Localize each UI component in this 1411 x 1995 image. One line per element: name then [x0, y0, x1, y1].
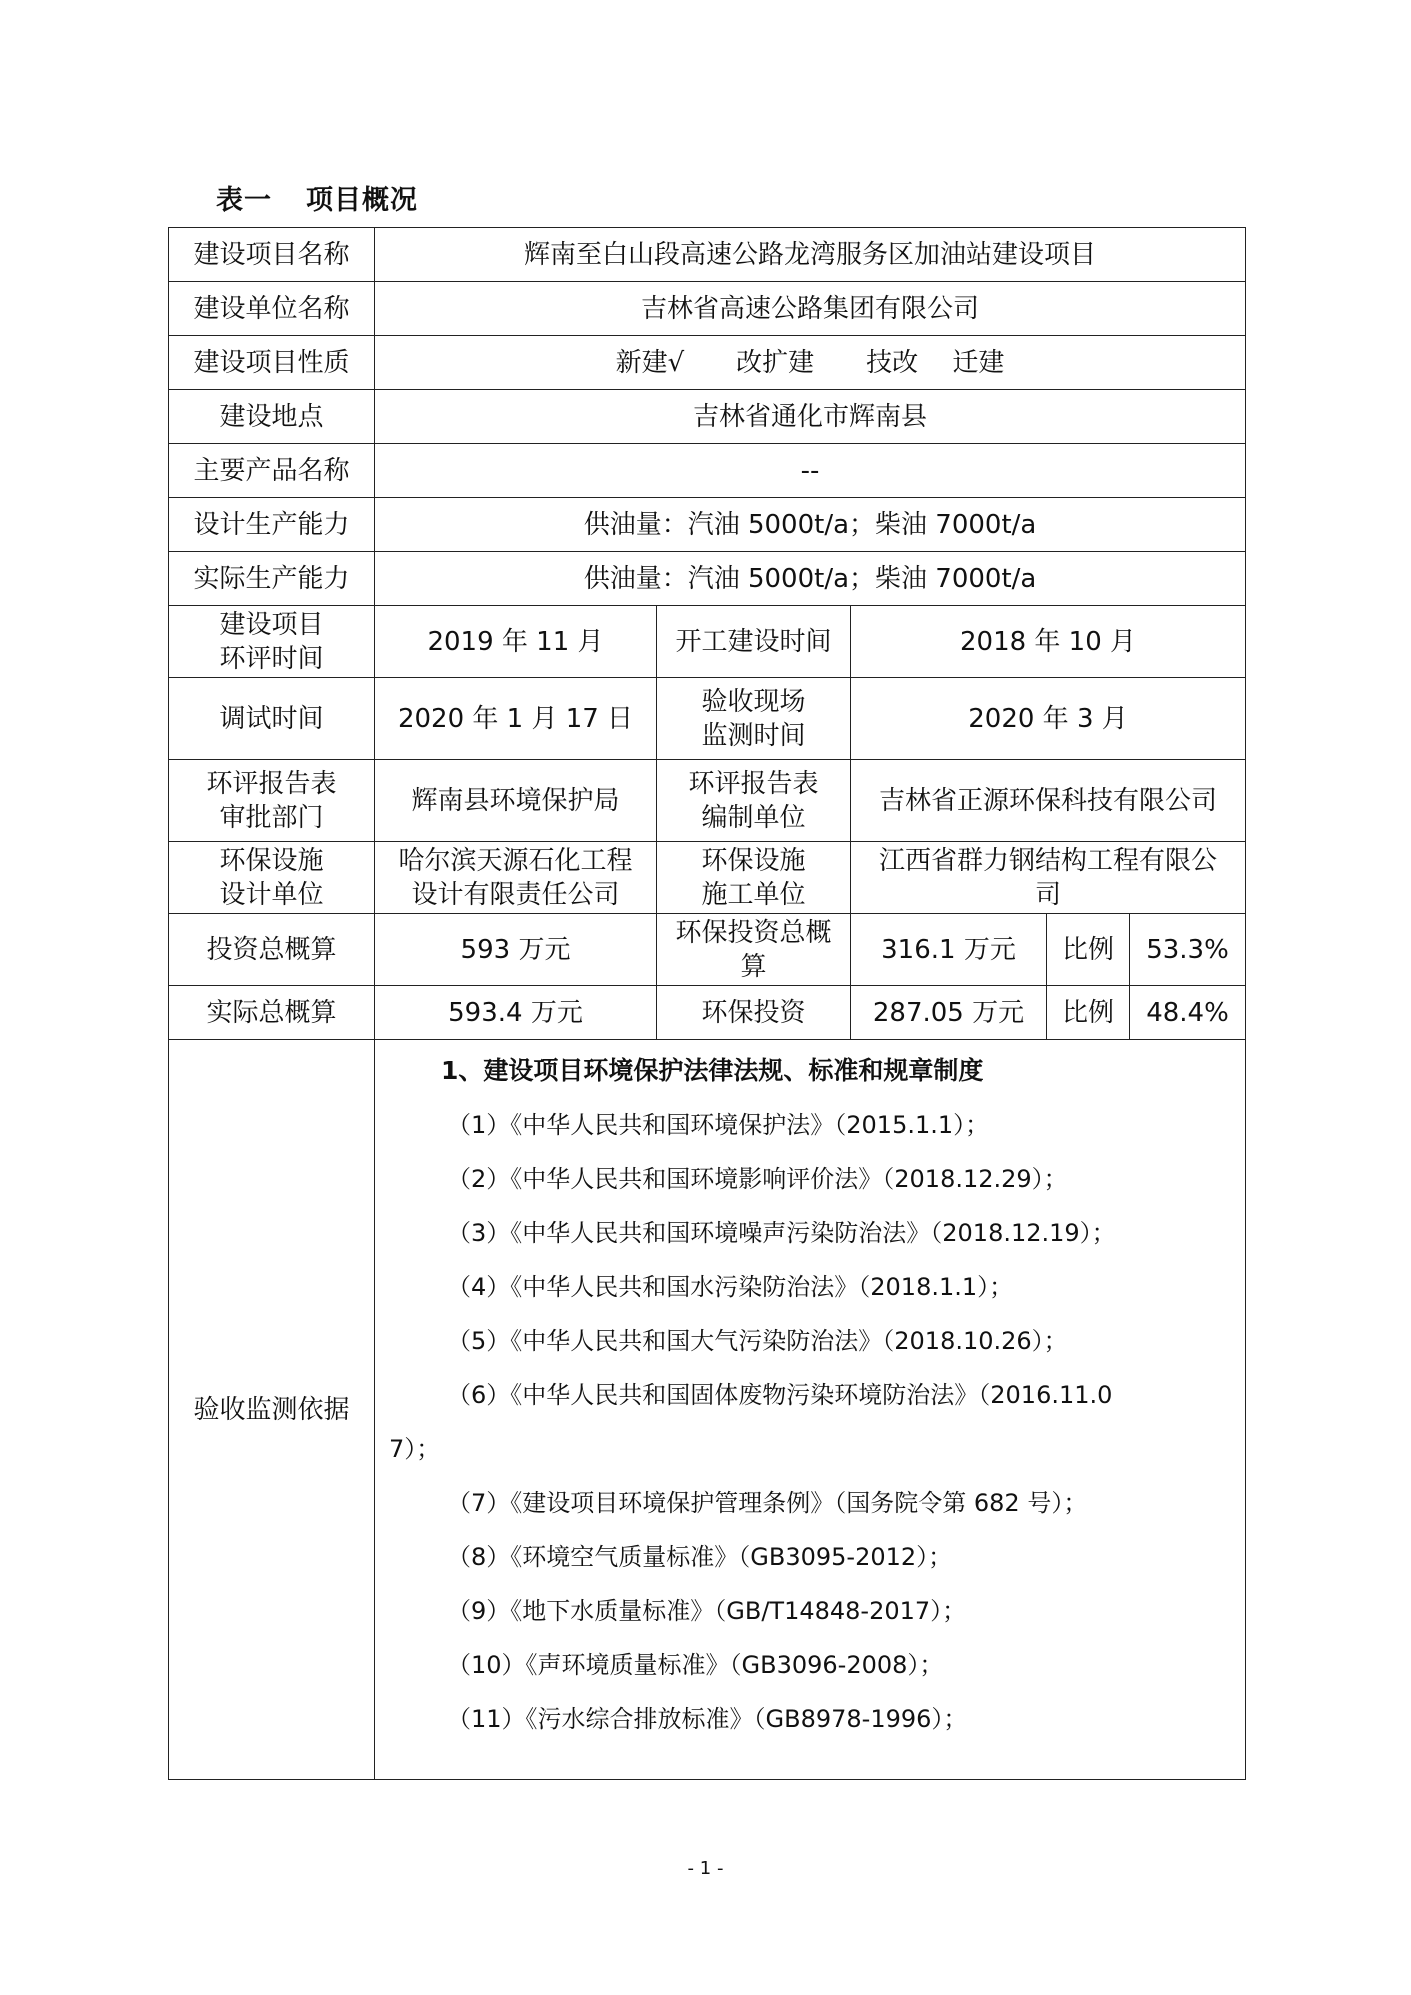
table-row [169, 336, 1246, 390]
list-item: （11）《污水综合排放标准》（GB8978-1996）； [447, 1705, 968, 1733]
table-row [169, 552, 1246, 606]
table-row [169, 1040, 1246, 1780]
label-monitoring-time [657, 678, 851, 760]
label-actual-capacity: 实际生产能力 [169, 552, 375, 606]
value-total-investment: 593 万元 [375, 914, 657, 986]
table-row [169, 228, 1246, 282]
table-row [169, 390, 1246, 444]
value-monitoring-time: 2020 年 3 月 [851, 678, 1246, 760]
value-facility-construction-line2: 司 [1035, 879, 1062, 910]
value-design-capacity: 供油量：汽油 5000t/a；柴油 7000t/a [375, 498, 1246, 552]
label-facility-design [169, 842, 375, 914]
value-actual-capacity: 供油量：汽油 5000t/a；柴油 7000t/a [375, 552, 1246, 606]
label-facility-construction-line1: 环保设施 [701, 845, 806, 876]
list-item: （8）《环境空气质量标准》（GB3095-2012）； [447, 1543, 953, 1571]
value-facility-design-line2: 设计有限责任公司 [411, 879, 620, 910]
table-row [169, 606, 1246, 678]
list-item: （9）《地下水质量标准》（GB/T14848-2017）； [447, 1597, 967, 1625]
label-report-compiler-line2: 编制单位 [701, 802, 806, 833]
value-ratio: 53.3% [1130, 914, 1246, 986]
list-item-continuation: 7）； [389, 1435, 441, 1463]
label-design-capacity: 设计生产能力 [169, 498, 375, 552]
label-report-compiler [657, 760, 851, 842]
value-eia-time: 2019 年 11 月 [375, 606, 657, 678]
label-eia-time-line2: 环评时间 [219, 643, 324, 674]
label-project-name: 建设项目名称 [169, 228, 375, 282]
value-main-product: -- [375, 444, 1246, 498]
label-env-investment: 环保投资 [657, 986, 851, 1040]
table-row [169, 986, 1246, 1040]
label-facility-design-line2: 设计单位 [219, 879, 324, 910]
label-facility-design-line1: 环保设施 [219, 845, 324, 876]
acceptance-basis-content [375, 1040, 1246, 1780]
label-approval-dept [169, 760, 375, 842]
page-number: - 1 - [687, 1858, 724, 1879]
value-location: 吉林省通化市辉南县 [375, 390, 1246, 444]
label-facility-construction [657, 842, 851, 914]
project-overview-table [168, 227, 1246, 1780]
label-main-product: 主要产品名称 [169, 444, 375, 498]
table-row [169, 282, 1246, 336]
label-monitoring-time-line1: 验收现场 [701, 686, 806, 717]
table-row [169, 842, 1246, 914]
label-debug-time: 调试时间 [169, 678, 375, 760]
heading-title: 项目概况 [306, 185, 418, 216]
label-project-nature: 建设项目性质 [169, 336, 375, 390]
value-project-name: 辉南至白山段高速公路龙湾服务区加油站建设项目 [375, 228, 1246, 282]
list-item: （4）《中华人民共和国水污染防治法》（2018.1.1）； [447, 1273, 1014, 1301]
list-item: （5）《中华人民共和国大气污染防治法》（2018.10.26）； [447, 1327, 1068, 1355]
table-row [169, 678, 1246, 760]
label-report-compiler-line1: 环评报告表 [688, 768, 819, 799]
value-env-investment: 287.05 万元 [851, 986, 1047, 1040]
list-item: （1）《中华人民共和国环境保护法》（2015.1.1）； [447, 1111, 990, 1139]
label-approval-dept-line1: 环评报告表 [206, 768, 337, 799]
label-actual-investment: 实际总概算 [169, 986, 375, 1040]
label-facility-construction-line2: 施工单位 [701, 879, 806, 910]
label-env-investment-estimate-line1: 环保投资总概 [675, 917, 832, 948]
label-total-investment: 投资总概算 [169, 914, 375, 986]
value-env-investment-estimate: 316.1 万元 [851, 914, 1047, 986]
value-actual-investment: 593.4 万元 [375, 986, 657, 1040]
value-facility-design [375, 842, 657, 914]
value-unit-name: 吉林省高速公路集团有限公司 [375, 282, 1246, 336]
value-facility-construction [851, 842, 1246, 914]
label-location: 建设地点 [169, 390, 375, 444]
value-project-nature: 新建√ 改扩建 技改 迁建 [375, 336, 1246, 390]
label-eia-time [169, 606, 375, 678]
label-monitoring-time-line2: 监测时间 [701, 720, 806, 751]
label-unit-name: 建设单位名称 [169, 282, 375, 336]
value-actual-ratio: 48.4% [1130, 986, 1246, 1040]
list-item: （3）《中华人民共和国环境噪声污染防治法》（2018.12.19）； [447, 1219, 1116, 1247]
table-row [169, 444, 1246, 498]
value-construction-start: 2018 年 10 月 [851, 606, 1246, 678]
value-approval-dept: 辉南县环境保护局 [375, 760, 657, 842]
value-report-compiler: 吉林省正源环保科技有限公司 [851, 760, 1246, 842]
label-construction-start: 开工建设时间 [657, 606, 851, 678]
value-facility-design-line1: 哈尔滨天源石化工程 [398, 845, 633, 876]
label-env-investment-estimate [657, 914, 851, 986]
basis-section-title: 1、建设项目环境保护法律法规、标准和规章制度 [441, 1056, 984, 1085]
list-item: （6）《中华人民共和国固体废物污染环境防治法》（2016.11.0 [447, 1381, 1113, 1409]
table-row [169, 498, 1246, 552]
label-eia-time-line1: 建设项目 [219, 609, 324, 640]
label-ratio: 比例 [1047, 914, 1130, 986]
value-debug-time: 2020 年 1 月 17 日 [375, 678, 657, 760]
label-approval-dept-line2: 审批部门 [219, 802, 324, 833]
table-row [169, 760, 1246, 842]
label-env-investment-estimate-line2: 算 [740, 951, 767, 982]
heading-table-number: 表一 [216, 185, 272, 216]
label-acceptance-basis: 验收监测依据 [169, 1040, 375, 1780]
value-facility-construction-line1: 江西省群力钢结构工程有限公 [879, 845, 1218, 876]
table-row [169, 914, 1246, 986]
list-item: （7）《建设项目环境保护管理条例》（国务院令第 682 号）； [447, 1489, 1088, 1517]
label-actual-ratio: 比例 [1047, 986, 1130, 1040]
list-item: （10）《声环境质量标准》（GB3096-2008）； [447, 1651, 944, 1679]
list-item: （2）《中华人民共和国环境影响评价法》（2018.12.29）； [447, 1165, 1068, 1193]
page-heading [216, 178, 418, 217]
